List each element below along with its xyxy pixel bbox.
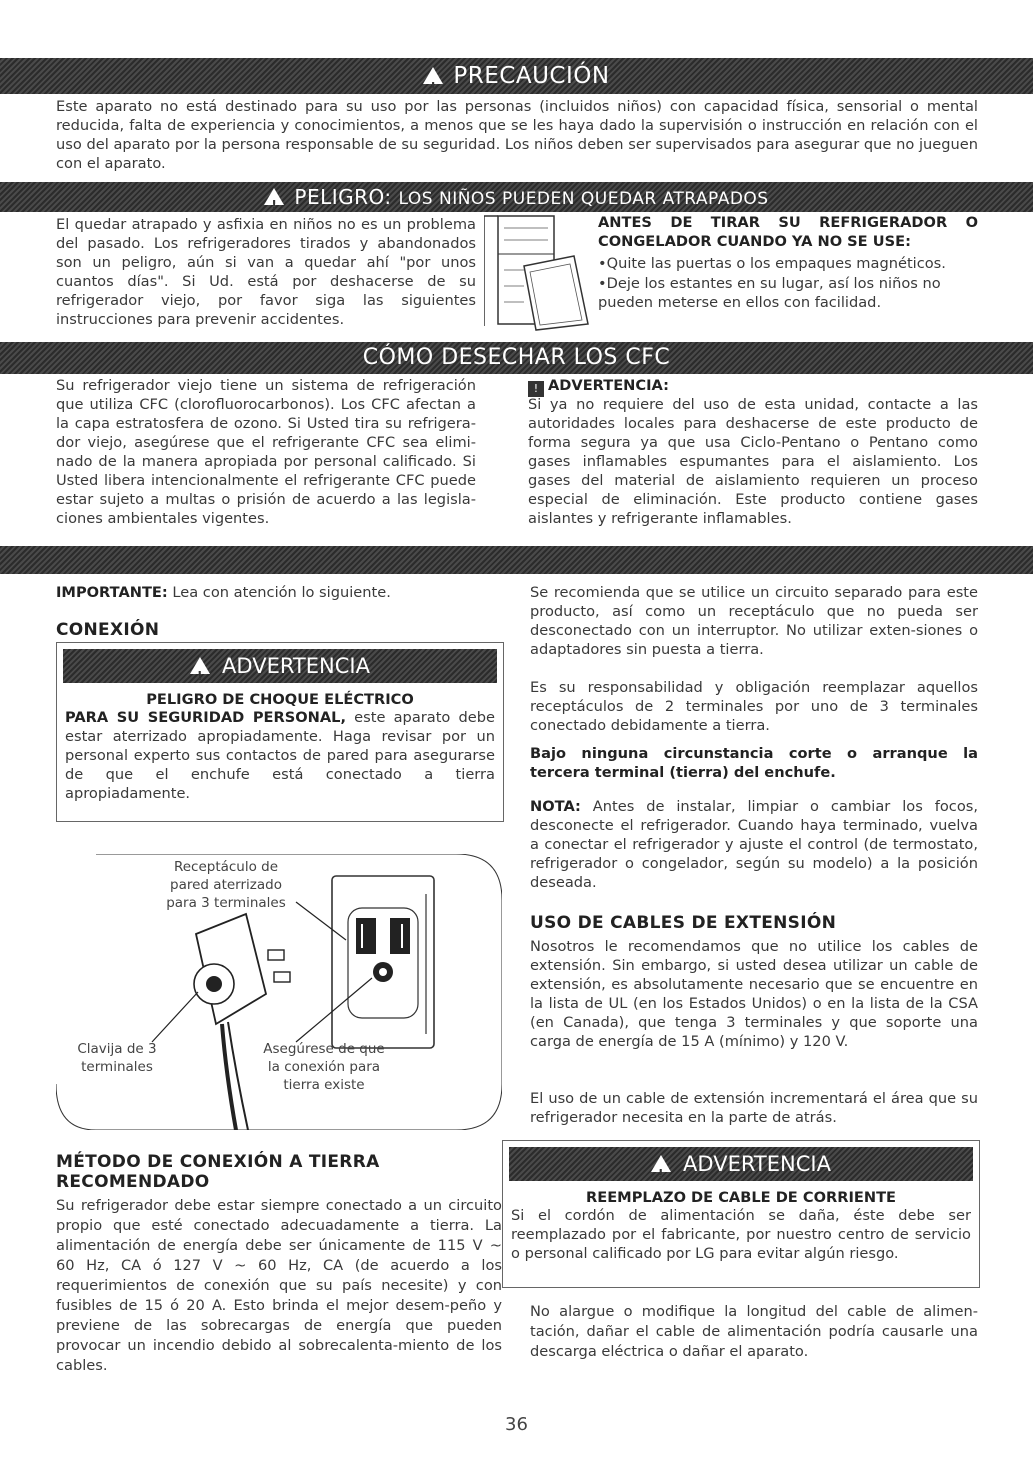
cfc-banner — [0, 342, 1033, 374]
refrigerator-illustration — [484, 214, 596, 332]
warning-icon — [264, 188, 284, 205]
label-plug: Clavija de 3 terminales — [77, 1041, 157, 1075]
peligro-bullet-2: •Deje los estantes en su lugar, así los niños no pueden meterse en ellos con facilidad. — [598, 275, 941, 311]
peligro-bullet-1: •Quite las puertas o los empaques magnéticos. — [598, 255, 946, 272]
warning-box-body: PARA SU SEGURIDAD PERSONAL, este aparato debe estar aterrizado apropiadamente. Haga revisar por un personal experto sus contactos de pared para asegurarse de que el enchufe está conectado a tierra apropiadamente. — [65, 709, 495, 802]
section-divider — [0, 546, 1033, 574]
importante-line: IMPORTANTE: Lea con atención lo siguiente. — [56, 584, 391, 601]
warning-icon — [423, 67, 443, 84]
warning-icon — [190, 657, 210, 674]
uso-title: USO DE CABLES DE EXTENSIÓN — [530, 913, 837, 933]
peligro-right-heading: ANTES DE TIRAR SU REFRIGERADOR O CONGELADOR CUANDO YA NO SE USE: — [598, 214, 978, 250]
conexion-title: CONEXIÓN — [56, 620, 160, 640]
warning-icon — [651, 1155, 671, 1172]
warning-box-cable — [502, 1140, 980, 1288]
label-ground: Asegúrese de que la conexión para tierra existe — [263, 1041, 385, 1093]
right-paragraph-3: Bajo ninguna circunstancia corte o arranque la tercera terminal (tierra) del enchufe. — [530, 745, 978, 781]
warning-box-shock — [56, 642, 504, 822]
cfc-warning-text: Si ya no requiere del uso de esta unidad, contacte a las autoridades locales para deshacerse de este producto de forma segura ya que usa Ciclo-Pentano o Pentano como gases inflamables espumantes para el aislamiento. Los gases del material de aislamiento requieren un proceso especial de eliminación. Este producto contiene gases aislantes y refrigerante inflamables. — [528, 396, 978, 527]
right-paragraph-2: Es su responsabilidad y obligación reemplazar aquellos receptáculos de 2 terminales por uno de 3 terminales conectado debidamente a tierra. — [530, 679, 978, 734]
nota-paragraph: NOTA: Antes de instalar, limpiar o cambiar los focos, desconecte el refrigerador. Cuando haya terminado, vuelva a conectar el refrigerador y ajuste el control (de termostato, refrigerador o congelador, según su modelo) a la posición deseada. — [530, 798, 978, 891]
warning-box-subtitle: PELIGRO DE CHOQUE ELÉCTRICO — [146, 691, 414, 708]
peligro-banner — [0, 182, 1033, 212]
cfc-left-text: Su refrigerador viejo tiene un sistema de refrigeración que utiliza CFC (clorofluorocarbonos). Los CFC afectan a la capa estratosfera de ozono. Si Usted tira su refrigera-dor viejo, asegúrese que el refrigerante CFC sea elimi-nado de la manera apropiada por personal calificado. Si Usted libera intencionalmente el refrigerante CFC puede estar sujeto a multas o prisión de acuerdo a las legisla-ciones ambientales vigentes. — [56, 377, 476, 527]
warning-box-subtitle: REEMPLAZO DE CABLE DE CORRIENTE — [586, 1189, 896, 1206]
precaucion-title: PRECAUCIÓN — [453, 63, 610, 89]
warning-box-body: Si el cordón de alimentación se daña, éste debe ser reemplazado por el fabricante, por nuestro centro de servicio o personal calificado por LG para evitar algún riesgo. — [511, 1207, 971, 1262]
final-paragraph: No alargue o modifique la longitud del cable de alimen-tación, dañar el cable de alimentación podría causarle una descarga eléctrica o dañar el aparato. — [530, 1303, 978, 1360]
peligro-text: El quedar atrapado y asfixia en niños no es un problema del pasado. Los refrigeradores tirados y abandonados son un peligro, aún si van a quedar ahí "por unos cuantos días". Si Ud. está por deshacerse de su refrigerador viejo, por favor siga las siguientes instrucciones para prevenir accidentes. — [56, 216, 476, 328]
peligro-title: PELIGRO: — [294, 185, 392, 209]
peligro-subtitle: LOS NIÑOS PUEDEN QUEDAR ATRAPADOS — [398, 189, 769, 209]
cfc-warning-heading: ! ADVERTENCIA: — [528, 376, 978, 397]
page-number: 36 — [505, 1414, 528, 1435]
warning-icon: ! — [528, 381, 544, 397]
precaucion-text: Este aparato no está destinado para su uso por las personas (incluidos niños) con capacidad física, sensorial o mental reducida, falta de experiencia y conocimientos, a menos que se les haya dado la supervisión o instrucción en relación con el uso del aparato por la persona responsable de su seguridad. Los niños deben ser supervisados para asegurar que no jueguen con el aparato. — [56, 98, 978, 172]
warning-box-header: !ADVERTENCIA — [63, 649, 497, 683]
cfc-title: CÓMO DESECHAR LOS CFC — [362, 345, 671, 370]
label-receptacle: Receptáculo de pared aterrizado para 3 terminales — [166, 859, 286, 911]
uso-text-1: Nosotros le recomendamos que no utilice los cables de extensión. Sin embargo, si usted desea utilizar un cable de extensión, es absolutamente necesario que se encuentre en la lista de UL (en los Estados Unidos) o en la lista de la CSA (en Canada), que tenga 3 terminales y que soporte una carga de energía de 15 A (mínimo) y 120 V. — [530, 938, 978, 1050]
right-paragraph-1: Se recomienda que se utilice un circuito separado para este producto, así como un receptáculo que no pueda ser desconectado con un interruptor. No utilizar exten-siones o adaptadores sin puesta a tierra. — [530, 584, 978, 658]
precaucion-banner — [0, 58, 1033, 94]
warning-box-header: !ADVERTENCIA — [509, 1147, 973, 1181]
uso-text-2: El uso de un cable de extensión incrementará el área que su refrigerador necesita en la parte de atrás. — [530, 1090, 978, 1126]
metodo-text: Su refrigerador debe estar siempre conectado a un circuito propio que esté conectado adecuadamente a tierra. La alimentación de energía debe ser únicamente de 115 V ~ 60 Hz, CA ó 127 V ~ 60 Hz, CA (de acuerdo a los requerimientos de conexión que su país necesite) y con fusibles de 15 ó 20 A. Esto brinda el mejor desem-peño y previene de las sobrecargas de energía que pueden provocar un incendio debido al sobrecalenta-miento de los cables. — [56, 1197, 502, 1374]
metodo-title: MÉTODO DE CONEXIÓN A TIERRA RECOMENDADO — [56, 1152, 380, 1192]
